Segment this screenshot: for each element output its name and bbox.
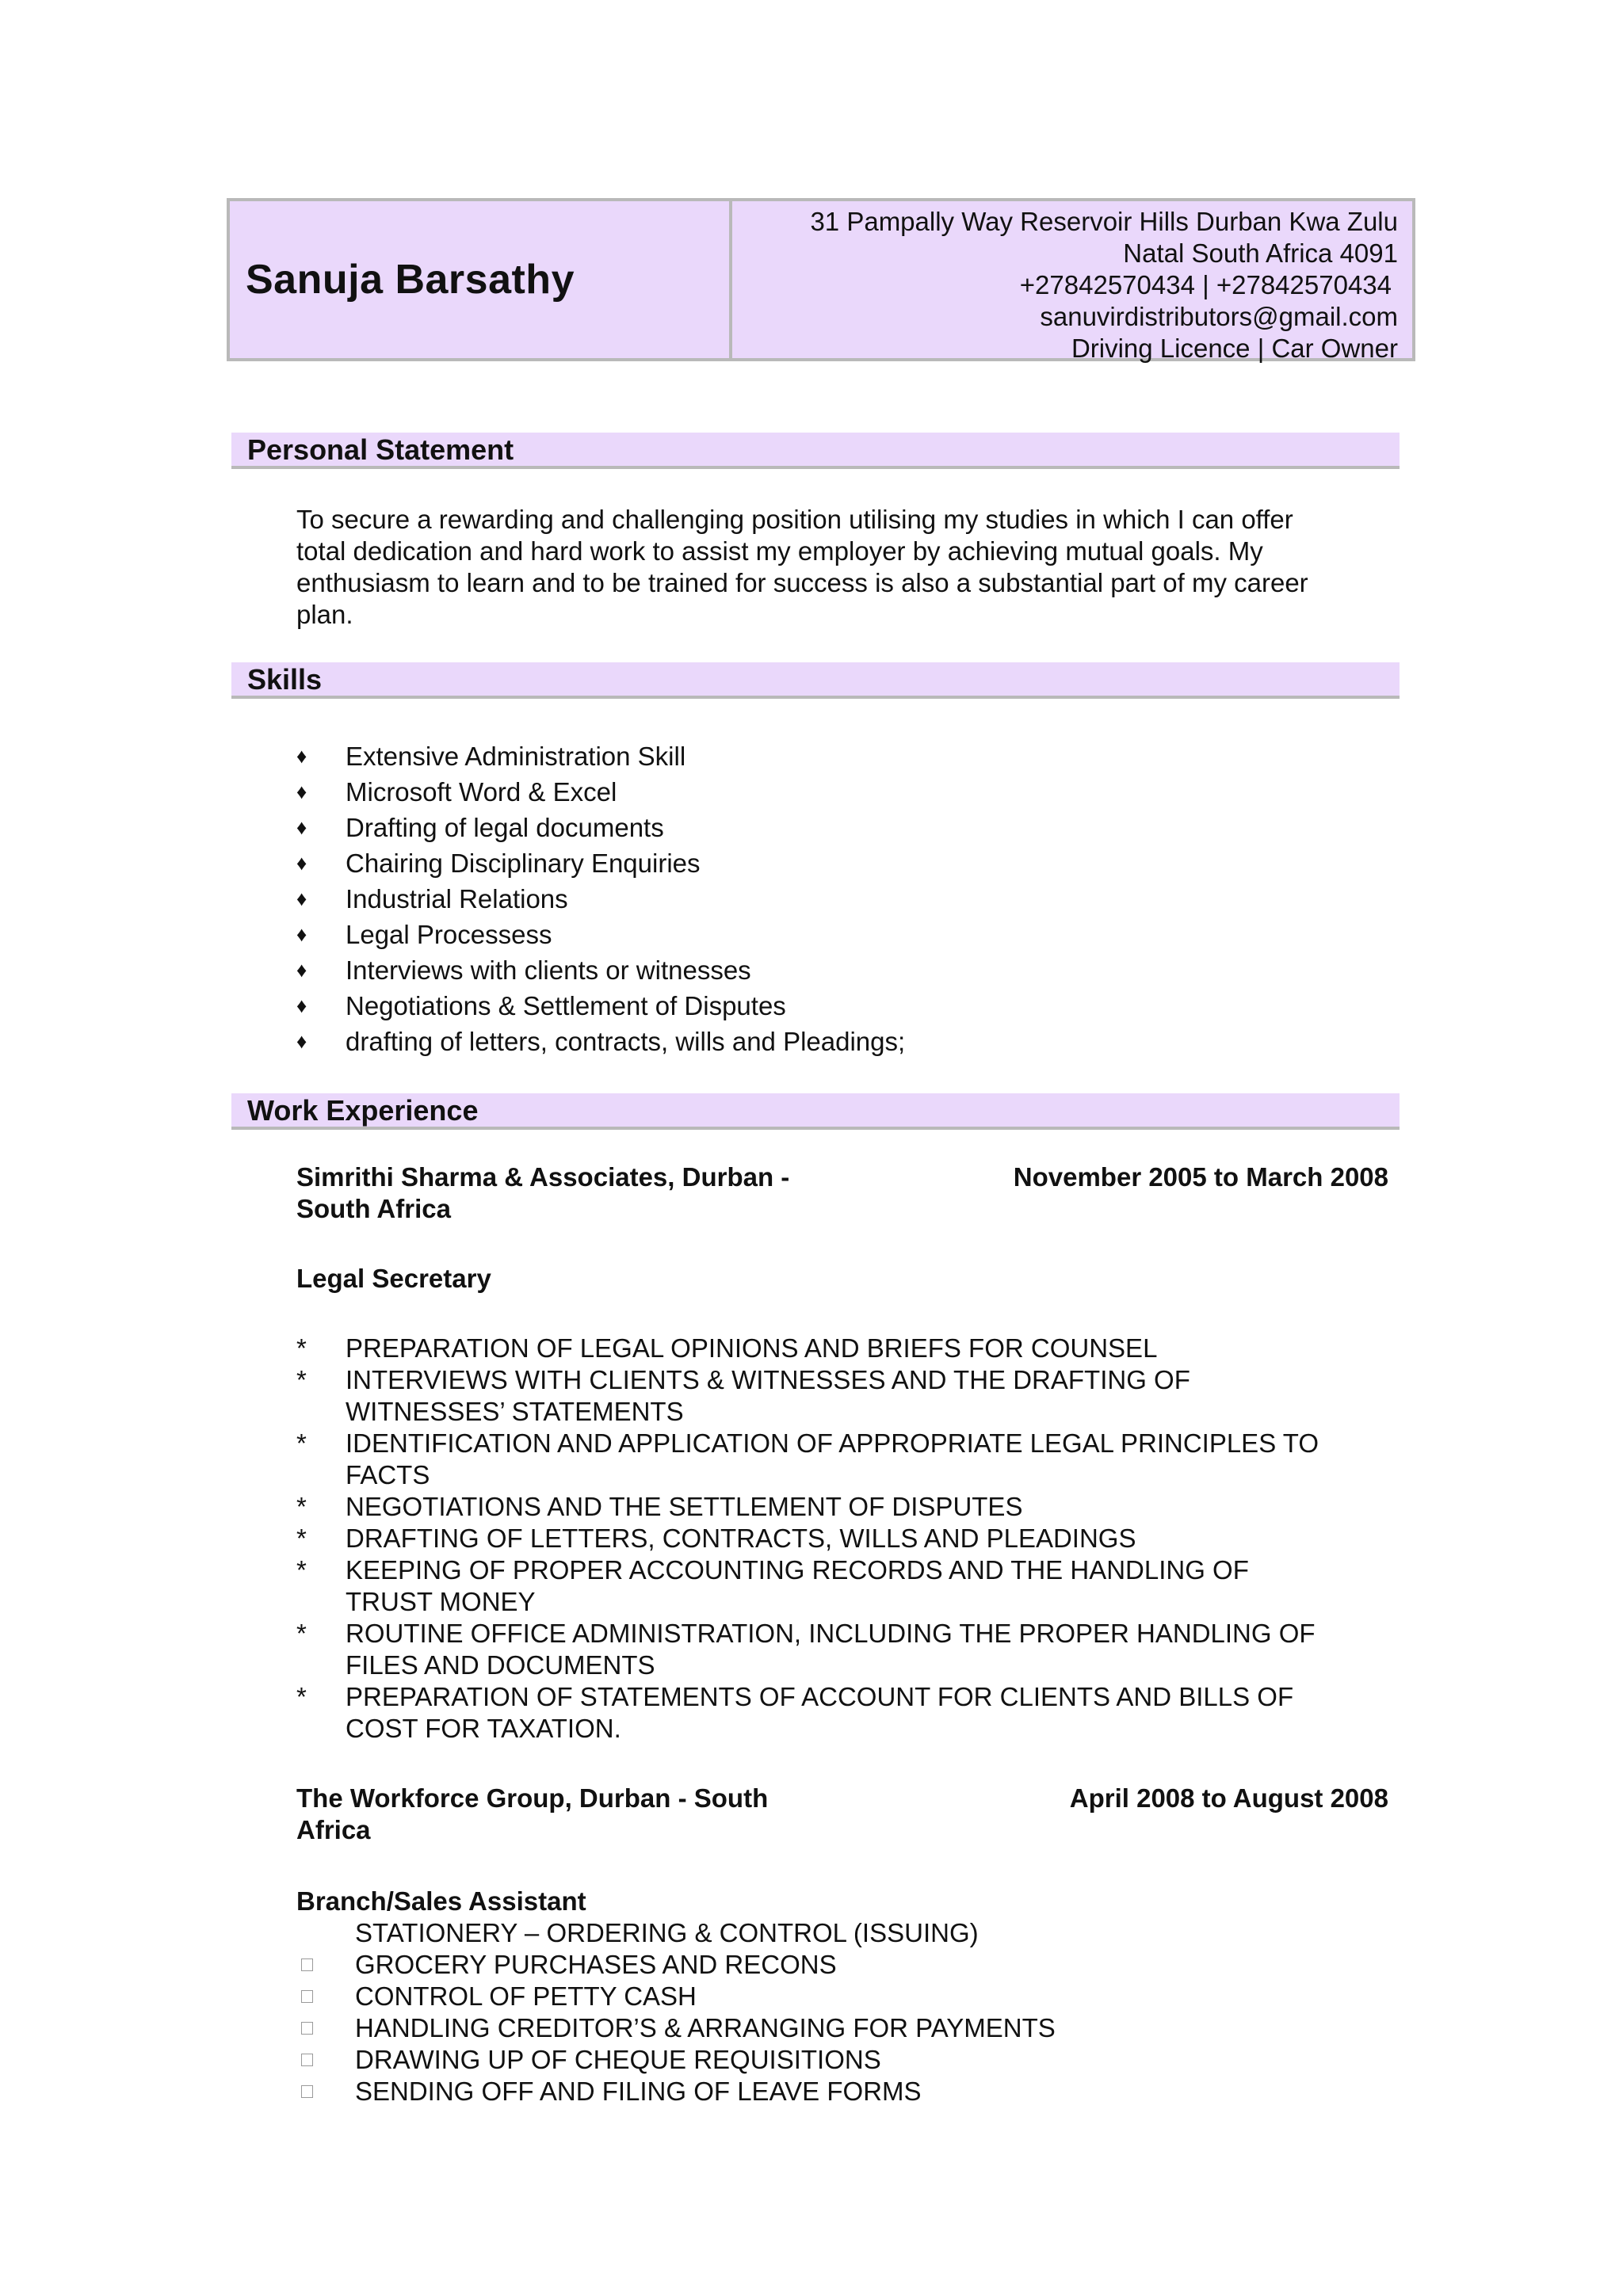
duty-line: FILES AND DOCUMENTS bbox=[346, 1650, 655, 1680]
skill-label: Legal Processess bbox=[346, 920, 552, 949]
duty-text: SENDING OFF AND FILING OF LEAVE FORMS bbox=[355, 2077, 922, 2106]
header-name-cell bbox=[230, 201, 732, 358]
list-item bbox=[296, 1024, 905, 1059]
personal-statement-text bbox=[296, 504, 1374, 631]
skills-list bbox=[296, 738, 905, 1059]
list-item bbox=[296, 2044, 1401, 2076]
job-header-1 bbox=[296, 1161, 1388, 1225]
box-bullet-icon bbox=[296, 1949, 355, 1981]
job-duties-list bbox=[296, 1333, 1392, 1745]
diamond-bullet-icon: ♦ bbox=[296, 1029, 307, 1053]
duty-text bbox=[346, 1491, 1392, 1523]
asterisk-bullet-icon: * bbox=[296, 1555, 307, 1585]
section-title: Skills bbox=[247, 663, 323, 696]
company-line: South Africa bbox=[296, 1194, 451, 1223]
skill-label: Interviews with clients or witnesses bbox=[346, 955, 751, 985]
duty-text bbox=[346, 1364, 1392, 1428]
statement-line: plan. bbox=[296, 600, 353, 629]
asterisk-bullet-icon: * bbox=[296, 1524, 307, 1553]
list-item bbox=[296, 917, 905, 952]
statement-line: total dedication and hard work to assist my employer by achieving mutual goals. My bbox=[296, 536, 1263, 566]
list-item bbox=[296, 1523, 1392, 1554]
skill-label: Industrial Relations bbox=[346, 884, 568, 913]
phone-numbers: +27842570434 | +27842570434 bbox=[1019, 270, 1392, 299]
diamond-bullet-icon: ♦ bbox=[296, 815, 307, 839]
box-bullet-icon bbox=[296, 1981, 355, 2012]
duty-line: COST FOR TAXATION. bbox=[346, 1714, 621, 1743]
job-dates: April 2008 to August 2008 bbox=[1069, 1783, 1388, 1813]
duty-text: CONTROL OF PETTY CASH bbox=[355, 1981, 697, 2011]
box-bullet-icon bbox=[296, 2012, 355, 2044]
company-line: Simrithi Sharma & Associates, Durban - bbox=[296, 1162, 790, 1192]
duty-text bbox=[346, 1523, 1392, 1554]
job-header-2 bbox=[296, 1783, 1388, 1846]
section-bar-work-experience bbox=[231, 1093, 1400, 1130]
candidate-name: Sanuja Barsathy bbox=[246, 257, 575, 303]
duty-line: PREPARATION OF LEGAL OPINIONS AND BRIEFS FOR COUNSEL bbox=[346, 1333, 1158, 1363]
skill-label: Microsoft Word & Excel bbox=[346, 777, 617, 807]
duty-line: WITNESSES’ STATEMENTS bbox=[346, 1397, 684, 1426]
section-bar-skills bbox=[231, 662, 1400, 699]
list-item bbox=[296, 1917, 1401, 1949]
company-line: The Workforce Group, Durban - South bbox=[296, 1783, 769, 1813]
asterisk-bullet-icon: * bbox=[296, 1428, 307, 1458]
list-item bbox=[296, 1981, 1401, 2012]
list-item bbox=[296, 1428, 1392, 1491]
duty-line: FACTS bbox=[346, 1460, 430, 1489]
list-item bbox=[296, 952, 905, 988]
skill-label: Drafting of legal documents bbox=[346, 813, 664, 842]
list-item bbox=[296, 881, 905, 917]
duty-text bbox=[346, 1554, 1392, 1618]
section-title: Personal Statement bbox=[247, 433, 514, 466]
list-item bbox=[296, 1364, 1392, 1428]
asterisk-bullet-icon: * bbox=[296, 1365, 307, 1394]
statement-line: To secure a rewarding and challenging position utilising my studies in which I can offer bbox=[296, 505, 1293, 534]
duty-line: INTERVIEWS WITH CLIENTS & WITNESSES AND THE DRAFTING OF bbox=[346, 1365, 1190, 1394]
duty-text bbox=[346, 1618, 1392, 1681]
address-line-2: Natal South Africa 4091 bbox=[1123, 238, 1398, 268]
checkbox-bullet-placeholder bbox=[296, 1917, 355, 1949]
diamond-bullet-icon: ♦ bbox=[296, 958, 307, 982]
asterisk-bullet-icon: * bbox=[296, 1682, 307, 1711]
job-company bbox=[296, 1783, 835, 1846]
job-role: Branch/Sales Assistant bbox=[296, 1886, 586, 1916]
list-item bbox=[296, 1949, 1401, 1981]
list-item bbox=[296, 810, 905, 845]
duty-line: IDENTIFICATION AND APPLICATION OF APPROPRIATE LEGAL PRINCIPLES TO bbox=[346, 1428, 1319, 1458]
duty-text bbox=[346, 1681, 1392, 1745]
duty-text: DRAWING UP OF CHEQUE REQUISITIONS bbox=[355, 2045, 881, 2074]
header-box bbox=[227, 198, 1415, 361]
list-item bbox=[296, 988, 905, 1024]
diamond-bullet-icon: ♦ bbox=[296, 922, 307, 946]
duty-line: ROUTINE OFFICE ADMINISTRATION, INCLUDING THE PROPER HANDLING OF bbox=[346, 1619, 1316, 1648]
duty-line: DRAFTING OF LETTERS, CONTRACTS, WILLS AND PLEADINGS bbox=[346, 1524, 1136, 1553]
asterisk-bullet-icon: * bbox=[296, 1492, 307, 1521]
section-bar-personal-statement bbox=[231, 433, 1400, 469]
list-item bbox=[296, 2076, 1401, 2107]
box-bullet-icon bbox=[296, 2044, 355, 2076]
list-item bbox=[296, 2012, 1401, 2044]
list-item bbox=[296, 845, 905, 881]
diamond-bullet-icon: ♦ bbox=[296, 851, 307, 875]
job-dates: November 2005 to March 2008 bbox=[1013, 1162, 1388, 1192]
contact-details bbox=[732, 201, 1412, 363]
section-title: Work Experience bbox=[247, 1094, 479, 1127]
list-item bbox=[296, 774, 905, 810]
skill-label: Negotiations & Settlement of Disputes bbox=[346, 991, 786, 1020]
email-address: sanuvirdistributors@gmail.com bbox=[1040, 302, 1398, 331]
box-bullet-icon bbox=[296, 2076, 355, 2107]
asterisk-bullet-icon: * bbox=[296, 1619, 307, 1648]
skill-label: drafting of letters, contracts, wills and Pleadings; bbox=[346, 1027, 906, 1056]
duty-text bbox=[346, 1428, 1392, 1491]
licence-info: Driving Licence | Car Owner bbox=[1071, 334, 1398, 363]
skill-label: Extensive Administration Skill bbox=[346, 742, 686, 771]
list-item bbox=[296, 1618, 1392, 1681]
diamond-bullet-icon: ♦ bbox=[296, 994, 307, 1017]
skill-label: Chairing Disciplinary Enquiries bbox=[346, 849, 701, 878]
duty-text bbox=[346, 1333, 1392, 1364]
duty-text: STATIONERY – ORDERING & CONTROL (ISSUING) bbox=[355, 1918, 979, 1947]
diamond-bullet-icon: ♦ bbox=[296, 780, 307, 803]
duty-text: GROCERY PURCHASES AND RECONS bbox=[355, 1950, 837, 1979]
asterisk-bullet-icon: * bbox=[296, 1333, 307, 1363]
statement-line: enthusiasm to learn and to be trained for success is also a substantial part of my career bbox=[296, 568, 1308, 597]
duty-line: PREPARATION OF STATEMENTS OF ACCOUNT FOR CLIENTS AND BILLS OF bbox=[346, 1682, 1294, 1711]
list-item bbox=[296, 1333, 1392, 1364]
duty-text: HANDLING CREDITOR’S & ARRANGING FOR PAYMENTS bbox=[355, 2013, 1056, 2042]
job-duties-list bbox=[296, 1917, 1401, 2107]
diamond-bullet-icon: ♦ bbox=[296, 887, 307, 910]
duty-line: TRUST MONEY bbox=[346, 1587, 536, 1616]
job-role: Legal Secretary bbox=[296, 1264, 491, 1293]
duty-line: KEEPING OF PROPER ACCOUNTING RECORDS AND THE HANDLING OF bbox=[346, 1555, 1249, 1585]
list-item bbox=[296, 738, 905, 774]
diamond-bullet-icon: ♦ bbox=[296, 744, 307, 768]
job-company bbox=[296, 1161, 835, 1225]
list-item bbox=[296, 1491, 1392, 1523]
list-item bbox=[296, 1681, 1392, 1745]
company-line: Africa bbox=[296, 1815, 371, 1844]
duty-line: NEGOTIATIONS AND THE SETTLEMENT OF DISPUTES bbox=[346, 1492, 1023, 1521]
address-line-1: 31 Pampally Way Reservoir Hills Durban Kwa Zulu bbox=[810, 207, 1398, 236]
list-item bbox=[296, 1554, 1392, 1618]
